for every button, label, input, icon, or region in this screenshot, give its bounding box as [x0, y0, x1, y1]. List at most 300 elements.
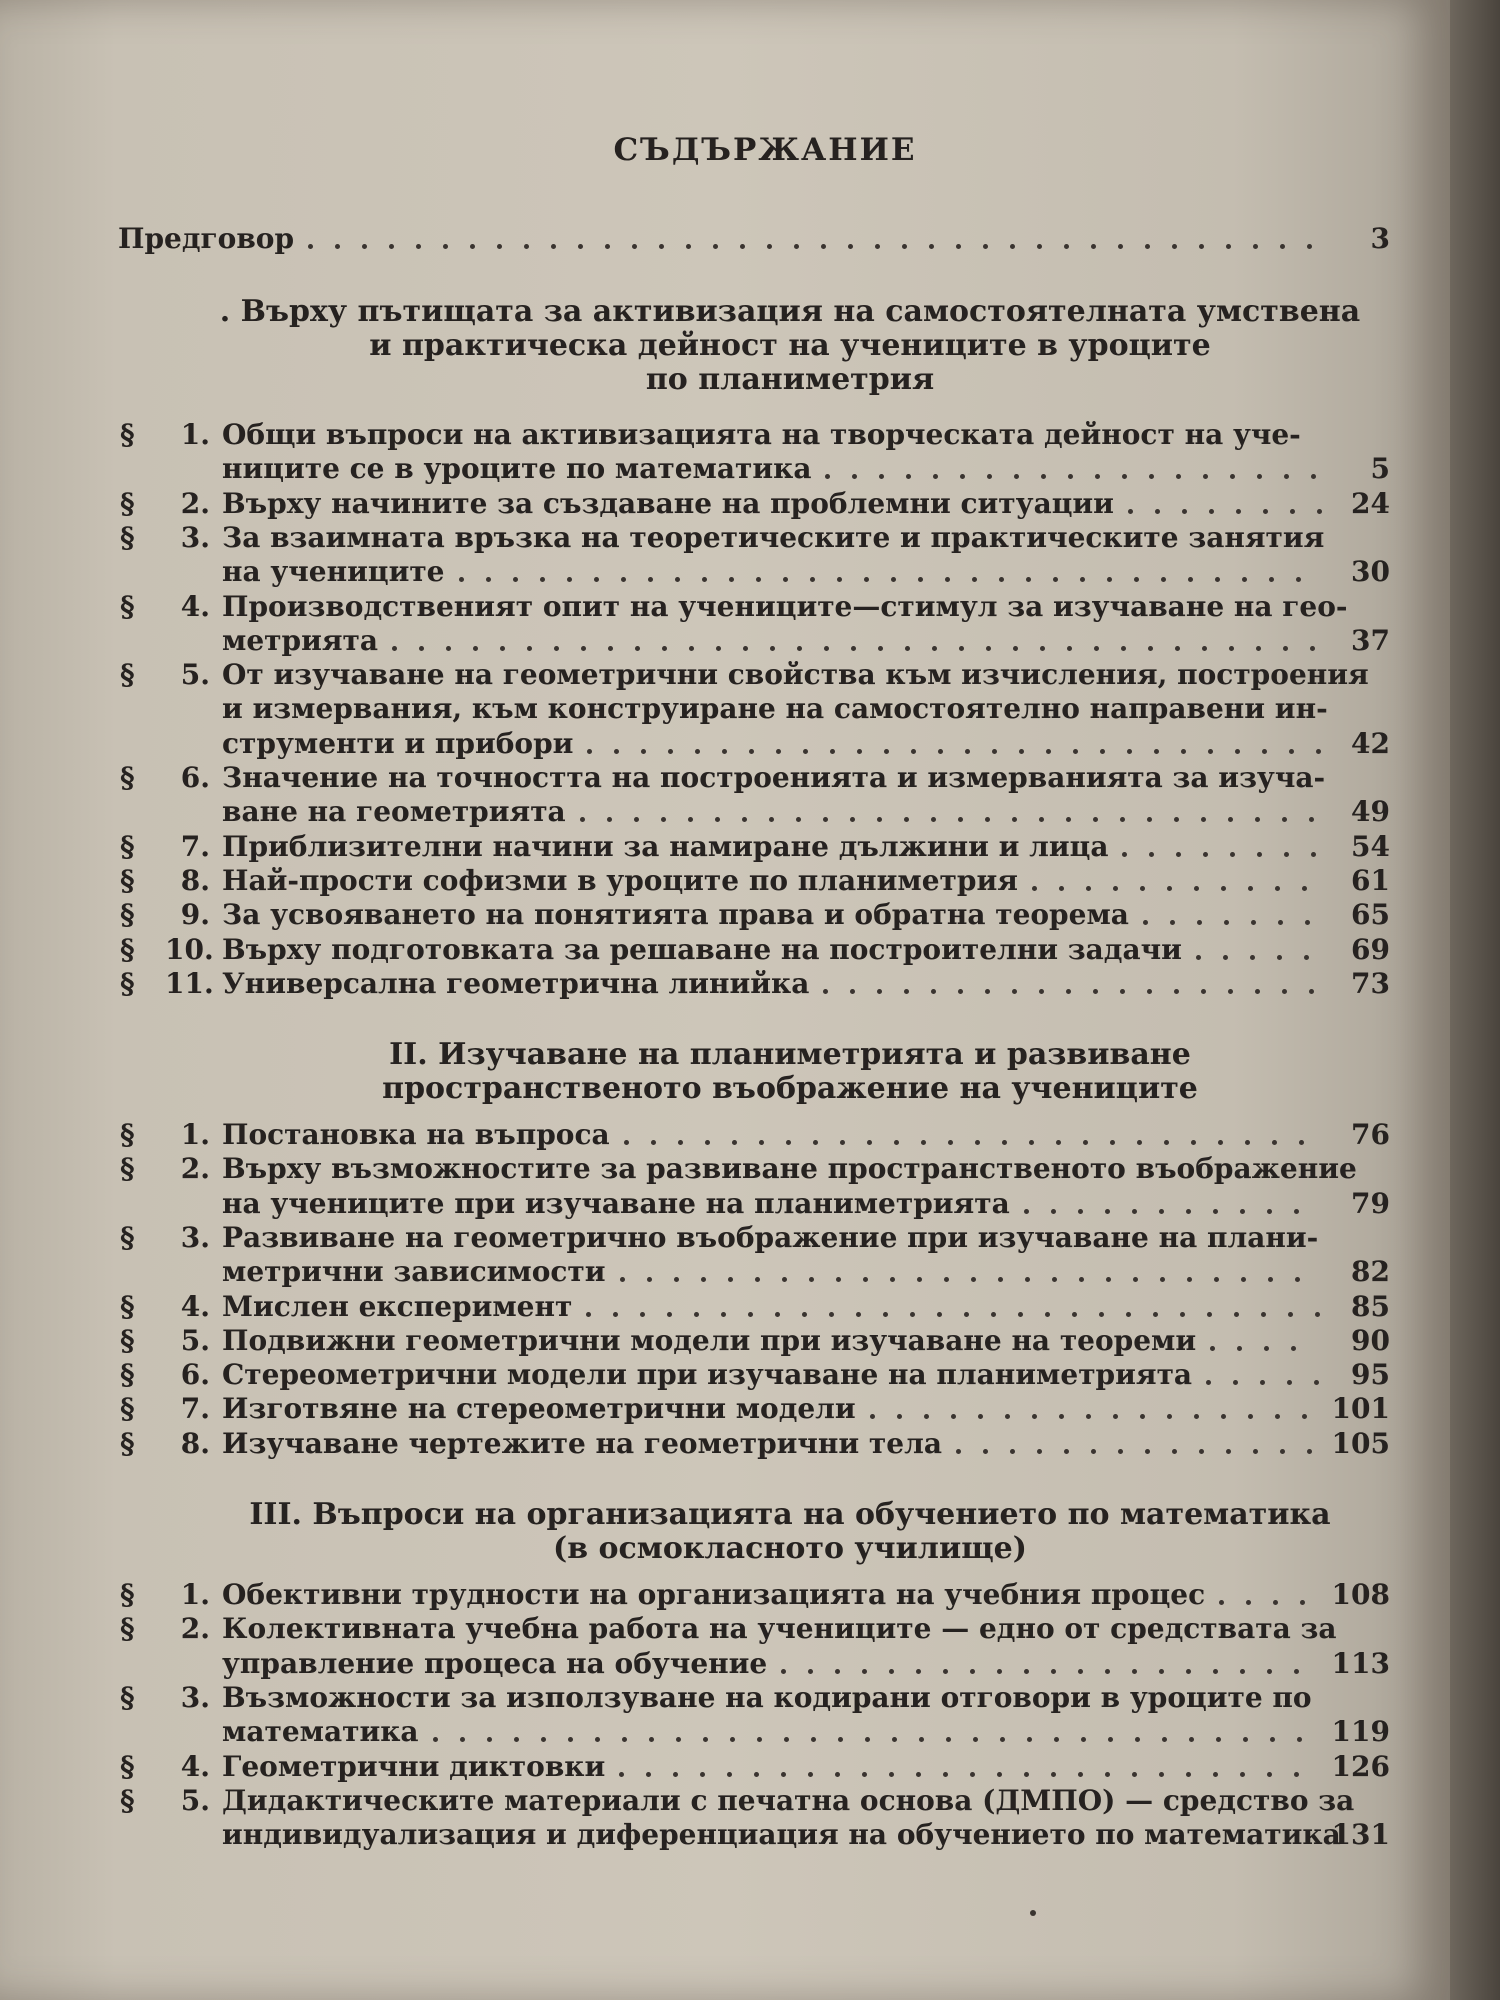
page-number: 126 — [1331, 1749, 1390, 1783]
dot-leader — [661, 817, 666, 822]
section-number: 7. — [180, 1392, 210, 1426]
dot-leader — [1100, 749, 1105, 754]
dot-leader — [897, 1414, 902, 1419]
dot-leader — [784, 1737, 789, 1742]
dot-leader — [1133, 1277, 1138, 1282]
dot-leader — [1267, 1772, 1272, 1777]
dot-leader — [756, 577, 761, 582]
dot-leader — [959, 646, 964, 651]
dot-leader — [837, 577, 842, 582]
dot-leader — [721, 1312, 726, 1317]
dot-leader — [1196, 955, 1201, 960]
dot-leader — [1132, 1669, 1137, 1674]
dot-leader — [1294, 1669, 1299, 1674]
dot-leader — [1059, 886, 1064, 891]
dot-leader — [1121, 646, 1126, 651]
dot-leader — [875, 244, 880, 249]
section-sign: § — [120, 1118, 135, 1151]
section-title: Изготвяне на стереометрични модели — [222, 1392, 856, 1426]
dot-leader — [1072, 1312, 1077, 1317]
dot-leader — [1267, 1669, 1272, 1674]
section-title: Върху подготовката за решаване на построителни задачи — [222, 932, 1182, 966]
dot-leader — [1278, 920, 1283, 925]
dot-leader — [1134, 577, 1139, 582]
dot-leader — [541, 1737, 546, 1742]
dot-leader — [308, 244, 313, 249]
section-number: 8. — [180, 1426, 210, 1460]
dot-leader — [622, 1737, 627, 1742]
dot-leader — [1056, 1140, 1061, 1145]
dot-leader — [470, 244, 475, 249]
toc-entry-line — [0, 1290, 1450, 1324]
dot-leader — [1287, 1380, 1292, 1385]
dot-leader — [1019, 749, 1024, 754]
dot-leader — [1002, 1140, 1007, 1145]
dot-leader — [1233, 1380, 1238, 1385]
dot-leader — [1295, 1277, 1300, 1282]
dot-leader — [1064, 1449, 1069, 1454]
dot-leader — [1032, 1414, 1037, 1419]
toc-entry-line — [0, 1647, 1450, 1681]
dot-leader — [864, 577, 869, 582]
dot-leader — [1182, 509, 1187, 514]
dot-leader — [392, 646, 397, 651]
toc-entry-line — [0, 830, 1450, 864]
section-number: 11. — [165, 966, 214, 1000]
dot-leader — [1078, 1669, 1083, 1674]
dot-leader — [829, 1312, 834, 1317]
dot-leader — [659, 244, 664, 249]
dot-leader — [1240, 1669, 1245, 1674]
dot-leader — [586, 1312, 591, 1317]
page-number: 131 — [1331, 1818, 1390, 1852]
dot-leader — [1099, 1312, 1104, 1317]
dot-leader — [1143, 920, 1148, 925]
dot-leader — [647, 1277, 652, 1282]
dot-leader — [1201, 989, 1206, 994]
dot-leader — [943, 1772, 948, 1777]
dot-leader — [1176, 852, 1181, 857]
dot-leader — [1140, 1414, 1145, 1419]
dot-leader — [1264, 1346, 1269, 1351]
dot-leader — [824, 646, 829, 651]
dot-leader — [975, 1140, 980, 1145]
section-number: 1. — [180, 1578, 210, 1611]
page-number: 61 — [1351, 863, 1390, 897]
dot-leader — [1223, 955, 1228, 960]
section-title: Най-прости софизми в уроците по планиметрия — [222, 863, 1018, 897]
dot-leader — [987, 474, 992, 479]
dot-leader — [921, 1140, 926, 1145]
section-sign: § — [120, 932, 135, 966]
dot-leader — [649, 1737, 654, 1742]
dot-leader — [835, 1772, 840, 1777]
dot-leader — [904, 817, 909, 822]
dot-leader — [970, 1772, 975, 1777]
dot-leader — [635, 646, 640, 651]
dot-leader — [1013, 646, 1018, 651]
dot-leader — [1118, 244, 1123, 249]
dot-leader — [1108, 1737, 1113, 1742]
dot-leader — [781, 1669, 786, 1674]
dot-leader — [884, 749, 889, 754]
dot-leader — [1255, 989, 1260, 994]
dot-leader — [992, 749, 997, 754]
dot-leader — [713, 244, 718, 249]
section-sign: § — [120, 829, 135, 863]
dot-leader — [727, 1772, 732, 1777]
dot-leader — [433, 1737, 438, 1742]
dot-leader — [823, 989, 828, 994]
dot-leader — [946, 1737, 951, 1742]
dot-leader — [1189, 1737, 1194, 1742]
dot-leader — [883, 1312, 888, 1317]
dot-leader — [619, 1772, 624, 1777]
dot-leader — [1311, 852, 1316, 857]
section-title: За взаимната връзка на теоретическите и практическите занятия — [222, 520, 1325, 554]
dot-leader — [1024, 1669, 1029, 1674]
dot-leader — [1256, 646, 1261, 651]
section-title: на учениците — [222, 555, 445, 589]
dot-leader — [1268, 1277, 1273, 1282]
dot-leader — [1012, 989, 1017, 994]
part-heading-line: пространственото въображение на учениците — [382, 1071, 1198, 1106]
dot-leader — [1280, 1449, 1285, 1454]
dot-leader — [1079, 1277, 1084, 1282]
dot-leader — [958, 989, 963, 994]
dot-leader — [1317, 509, 1322, 514]
dot-leader — [978, 1414, 983, 1419]
dot-leader — [1242, 577, 1247, 582]
dot-leader — [1284, 852, 1289, 857]
section-sign: § — [120, 418, 135, 451]
dot-leader — [1027, 1737, 1032, 1742]
dot-leader — [1147, 817, 1152, 822]
dot-leader — [991, 1312, 996, 1317]
dot-leader — [1010, 1449, 1015, 1454]
dot-leader — [956, 1449, 961, 1454]
section-sign: § — [120, 520, 135, 554]
toc-entry-line — [0, 521, 1450, 555]
section-title: Върху начините за създаване на проблемни ситуации — [222, 486, 1114, 520]
dot-leader — [1005, 1414, 1010, 1419]
section-title: на учениците при изучаване на планиметрията — [222, 1186, 1010, 1220]
dot-leader — [917, 1277, 922, 1282]
dot-leader — [1010, 244, 1015, 249]
dot-leader — [867, 1140, 872, 1145]
dot-leader — [1186, 1669, 1191, 1674]
dot-leader — [825, 474, 830, 479]
dot-leader — [919, 1737, 924, 1742]
dot-leader — [689, 646, 694, 651]
dot-leader — [797, 646, 802, 651]
dot-leader — [809, 1277, 814, 1282]
dot-leader — [983, 1449, 988, 1454]
dot-leader — [1221, 1414, 1226, 1419]
dot-leader — [487, 1737, 492, 1742]
dot-leader — [1107, 577, 1112, 582]
dot-leader — [971, 1277, 976, 1282]
dot-leader — [1126, 1312, 1131, 1317]
dot-leader — [1275, 1414, 1280, 1419]
dot-leader — [931, 817, 936, 822]
dot-leader — [1241, 1277, 1246, 1282]
dot-leader — [1257, 852, 1262, 857]
dot-leader — [620, 1277, 625, 1282]
dot-leader — [998, 1277, 1003, 1282]
dot-leader — [916, 1669, 921, 1674]
dot-leader — [769, 817, 774, 822]
section-sign: § — [120, 1612, 135, 1646]
dot-leader — [568, 1737, 573, 1742]
dot-leader — [676, 1737, 681, 1742]
dot-leader — [810, 577, 815, 582]
dot-leader — [1083, 1140, 1088, 1145]
dot-leader — [1284, 474, 1289, 479]
dot-leader — [587, 749, 592, 754]
dot-leader — [1194, 1414, 1199, 1419]
dot-leader — [646, 1772, 651, 1777]
dot-leader — [997, 1772, 1002, 1777]
dot-leader — [1203, 474, 1208, 479]
toc-entry-line — [0, 1187, 1450, 1221]
dot-leader — [524, 244, 529, 249]
dot-leader — [1237, 1346, 1242, 1351]
dot-leader — [702, 577, 707, 582]
dot-leader — [1106, 1277, 1111, 1282]
part-heading — [200, 1038, 1380, 1106]
page-number: 24 — [1351, 486, 1390, 520]
dot-leader — [1091, 1449, 1096, 1454]
dot-leader — [1174, 989, 1179, 994]
dot-leader — [1105, 1209, 1110, 1214]
dot-leader — [958, 817, 963, 822]
dot-leader — [1263, 509, 1268, 514]
dot-leader — [705, 1140, 710, 1145]
dot-leader — [1154, 749, 1159, 754]
dot-leader — [985, 989, 990, 994]
dot-leader — [1039, 989, 1044, 994]
dot-leader — [840, 1140, 845, 1145]
section-sign: § — [120, 1680, 135, 1714]
section-number: 9. — [180, 898, 210, 932]
dot-leader — [757, 1737, 762, 1742]
page-number: 119 — [1331, 1715, 1390, 1749]
dot-leader — [715, 817, 720, 822]
dot-leader — [1120, 817, 1125, 822]
dot-leader — [924, 1414, 929, 1419]
dot-leader — [851, 646, 856, 651]
dot-leader — [1051, 1209, 1056, 1214]
dot-leader — [686, 244, 691, 249]
dot-leader — [1045, 1312, 1050, 1317]
dot-leader — [594, 577, 599, 582]
dot-leader — [1186, 1209, 1191, 1214]
dot-leader — [1294, 1209, 1299, 1214]
dot-leader — [1186, 1772, 1191, 1777]
dot-leader — [1243, 1737, 1248, 1742]
page-number: 49 — [1351, 795, 1390, 829]
dot-leader — [916, 1772, 921, 1777]
dot-leader — [865, 1737, 870, 1742]
dot-leader — [1095, 474, 1100, 479]
dot-leader — [1288, 1312, 1293, 1317]
toc-entry-line — [0, 1324, 1450, 1358]
dot-leader — [1291, 1346, 1296, 1351]
dot-leader — [1201, 817, 1206, 822]
section-sign: § — [120, 1578, 135, 1611]
section-sign: § — [120, 589, 135, 623]
dot-leader — [1248, 886, 1253, 891]
dot-leader — [1105, 1772, 1110, 1777]
section-number: 6. — [180, 1358, 210, 1392]
dot-leader — [1153, 1312, 1158, 1317]
dot-leader — [703, 1737, 708, 1742]
dot-leader — [1128, 509, 1133, 514]
dot-leader — [1282, 989, 1287, 994]
dot-leader — [1251, 920, 1256, 925]
dot-leader — [1120, 989, 1125, 994]
dot-leader — [1113, 886, 1118, 891]
dot-leader — [1210, 1346, 1215, 1351]
dot-leader — [567, 577, 572, 582]
page-number: 108 — [1331, 1578, 1390, 1611]
dot-leader — [732, 1140, 737, 1145]
dot-leader — [1086, 1414, 1091, 1419]
dot-leader — [808, 1669, 813, 1674]
dot-leader — [581, 646, 586, 651]
dot-leader — [905, 646, 910, 651]
preface-page: 3 — [1370, 222, 1390, 255]
dot-leader — [362, 244, 367, 249]
section-title: От изучаване на геометрични свойства към изчисления, построения — [222, 658, 1369, 692]
dot-leader — [416, 244, 421, 249]
dot-leader — [838, 1737, 843, 1742]
section-number: 4. — [180, 1289, 210, 1323]
dot-leader — [1309, 989, 1314, 994]
toc-entry-line — [0, 1612, 1450, 1646]
dot-leader — [554, 646, 559, 651]
section-number: 4. — [180, 1749, 210, 1783]
dot-leader — [1245, 1140, 1250, 1145]
toc-entry-line — [0, 487, 1450, 521]
toc-entry-line — [0, 1427, 1450, 1461]
dot-leader — [486, 577, 491, 582]
dot-leader — [1037, 244, 1042, 249]
dot-leader — [389, 244, 394, 249]
section-number: 7. — [180, 829, 210, 863]
dot-leader — [668, 749, 673, 754]
section-title: Изучаване чертежите на геометрични тела — [222, 1426, 942, 1460]
dot-leader — [1140, 886, 1145, 891]
dot-leader — [1202, 646, 1207, 651]
page-edge-shadow — [1450, 0, 1500, 2000]
dot-leader — [1167, 886, 1172, 891]
dot-leader — [972, 577, 977, 582]
dot-leader — [1067, 646, 1072, 651]
part-heading-line: (в осмокласното училище) — [553, 1531, 1027, 1566]
section-sign: § — [120, 1323, 135, 1357]
dot-leader — [1080, 577, 1085, 582]
dot-leader — [1294, 1772, 1299, 1777]
dot-leader — [1159, 1669, 1164, 1674]
dot-leader — [1155, 509, 1160, 514]
dot-leader — [770, 646, 775, 651]
toc-entry-line — [0, 864, 1450, 898]
dot-leader — [473, 646, 478, 651]
dot-leader — [662, 646, 667, 651]
dot-leader — [1046, 749, 1051, 754]
section-title: Приблизителни начини за намиране дължини и лица — [222, 829, 1109, 863]
section-title: метрията — [222, 623, 379, 657]
section-number: 4. — [180, 589, 210, 623]
dot-leader — [1246, 1600, 1251, 1605]
dot-leader — [781, 1772, 786, 1777]
section-title: Геометрични диктовки — [222, 1749, 606, 1783]
dot-leader — [608, 646, 613, 651]
dot-leader — [1226, 1449, 1231, 1454]
dot-leader — [1014, 474, 1019, 479]
dot-leader — [1024, 1772, 1029, 1777]
dot-leader — [694, 1312, 699, 1317]
part-heading-line: по планиметрия — [645, 362, 935, 397]
dot-leader — [716, 646, 721, 651]
dot-leader — [970, 1669, 975, 1674]
dot-leader — [728, 1277, 733, 1282]
dot-leader — [964, 1312, 969, 1317]
dot-leader — [1296, 577, 1301, 582]
toc-entry-line — [0, 1152, 1450, 1186]
page-number: 95 — [1351, 1358, 1390, 1392]
section-sign: § — [120, 1426, 135, 1460]
section-number: 8. — [180, 863, 210, 897]
dot-leader — [1039, 817, 1044, 822]
dot-leader — [786, 1140, 791, 1145]
dot-leader — [1148, 646, 1153, 651]
dot-leader — [1208, 749, 1213, 754]
dot-leader — [1277, 955, 1282, 960]
dot-leader — [730, 1737, 735, 1742]
dot-leader — [1160, 1277, 1165, 1282]
dot-leader — [1110, 1140, 1115, 1145]
section-number: 5. — [180, 658, 210, 692]
dot-leader — [1052, 1277, 1057, 1282]
dot-leader — [1162, 1737, 1167, 1742]
dot-leader — [1255, 817, 1260, 822]
toc-entry-line — [0, 658, 1450, 692]
dot-leader — [1127, 749, 1132, 754]
dot-leader — [1093, 989, 1098, 994]
dot-leader — [1132, 1209, 1137, 1214]
page-number: 42 — [1351, 726, 1390, 760]
dot-leader — [1240, 1209, 1245, 1214]
part-heading-line: . Върху пътищата за активизация на самостоятелната умствена — [219, 294, 1361, 329]
dot-leader — [754, 1772, 759, 1777]
dot-leader — [1064, 244, 1069, 249]
page-number: 85 — [1351, 1289, 1390, 1323]
dot-leader — [848, 244, 853, 249]
section-number: 3. — [180, 1220, 210, 1254]
toc-entry-line — [0, 727, 1450, 761]
dot-leader — [1216, 1737, 1221, 1742]
dot-leader — [1051, 1772, 1056, 1777]
dot-leader — [1170, 920, 1175, 925]
dot-leader — [1037, 1449, 1042, 1454]
dot-leader — [1209, 509, 1214, 514]
dot-leader — [673, 1772, 678, 1777]
dot-leader — [1040, 646, 1045, 651]
dot-leader — [1261, 1312, 1266, 1317]
